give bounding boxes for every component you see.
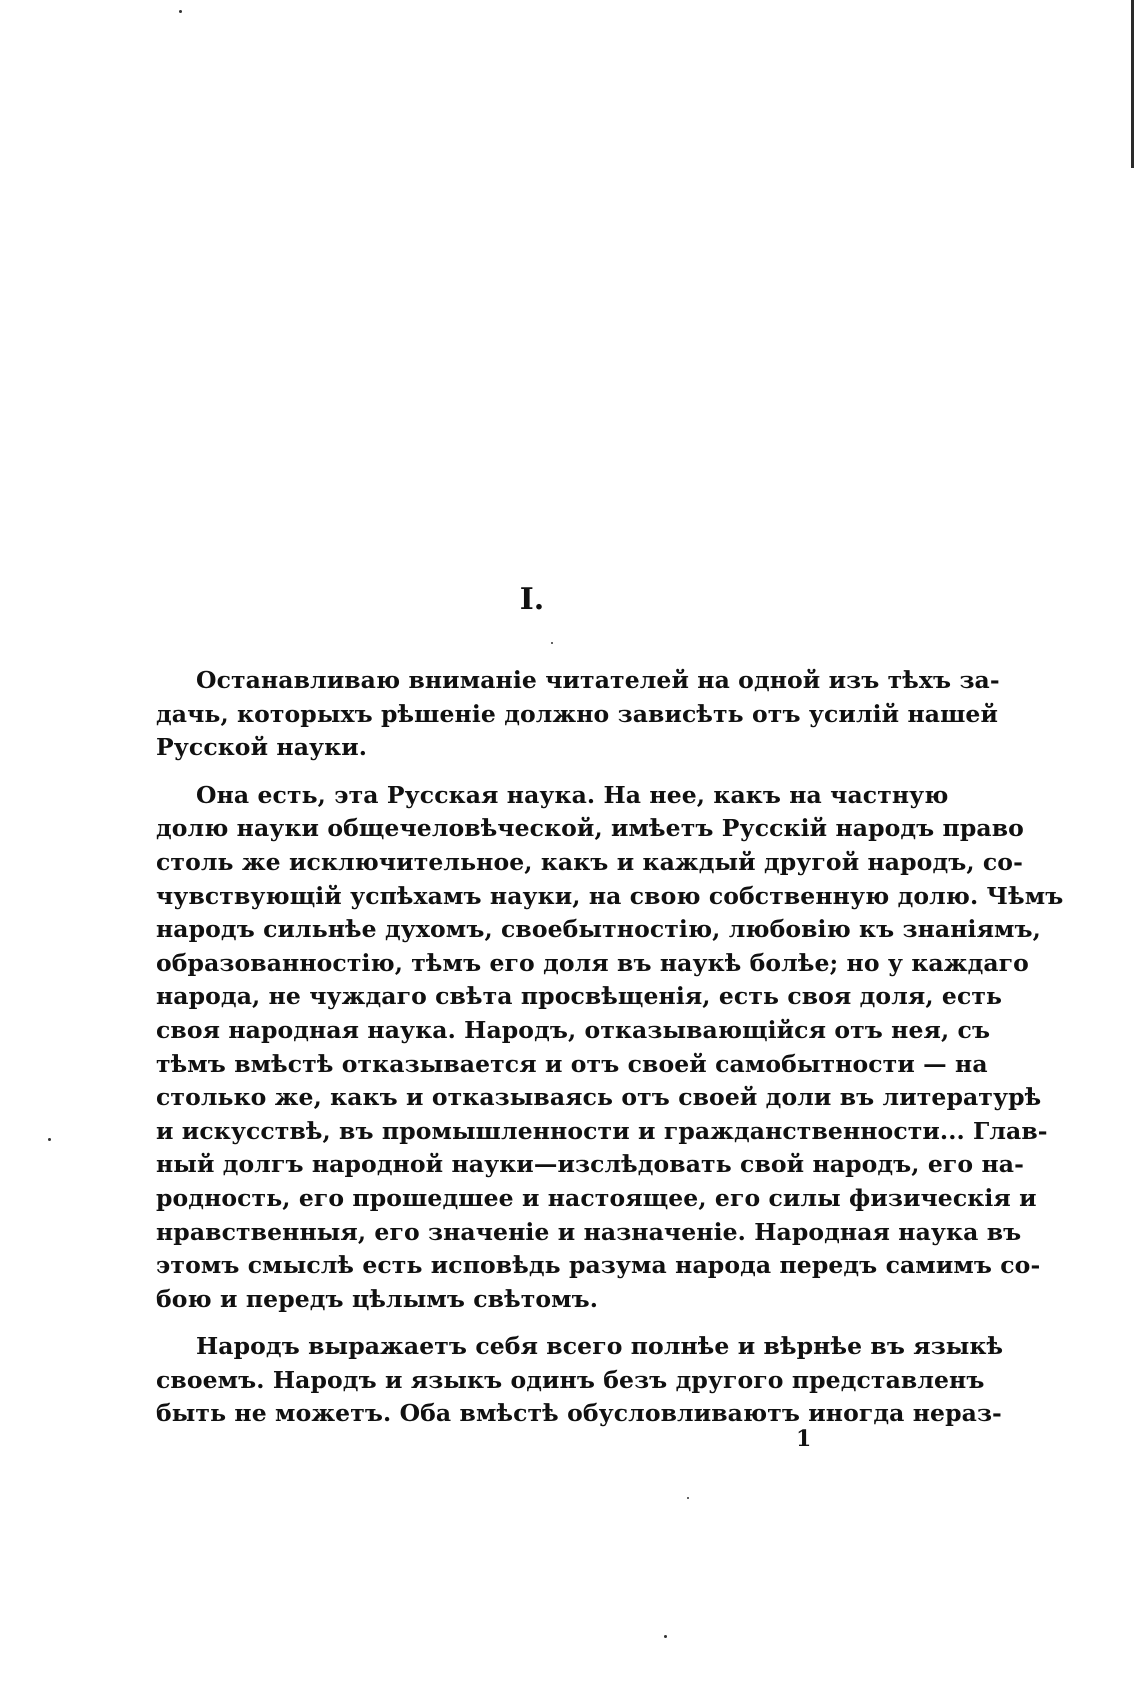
text-line: столь же исключительное, какъ и каждый другой народъ, со- <box>156 847 1023 876</box>
scan-speck <box>48 1138 51 1141</box>
chapter-heading: I. <box>519 582 545 617</box>
text-line: этомъ смыслѣ есть исповѣдь разума народа передъ самимъ со- <box>156 1251 1041 1280</box>
text-line: чувствующій успѣхамъ науки, на свою собственную долю. Чѣмъ <box>156 881 1064 910</box>
scan-page-edge <box>1131 0 1134 168</box>
page-number: 1 <box>796 1426 812 1452</box>
paragraph <box>156 1330 1004 1431</box>
text-line: Народъ выражаетъ себя всего полнѣе и вѣрнѣе въ языкѣ <box>196 1332 1004 1361</box>
text-line: родность, его прошедшее и настоящее, его силы физическія и <box>156 1183 1037 1212</box>
text-line: своя народная наука. Народъ, отказывающійся отъ нея, съ <box>156 1015 991 1044</box>
scan-speck <box>179 10 182 13</box>
paragraph <box>156 779 1064 1317</box>
text-line: Русской науки. <box>156 733 368 762</box>
text-line: народъ сильнѣе духомъ, своебытностію, любовію къ знаніямъ, <box>156 915 1041 944</box>
text-line: бою и передъ цѣлымъ свѣтомъ. <box>156 1284 599 1313</box>
text-line: образованностію, тѣмъ его доля въ наукѣ болѣе; но у каждаго <box>156 948 1029 977</box>
text-line: долю науки общечеловѣческой, имѣетъ Русскій народъ право <box>156 814 1024 843</box>
text-line: своемъ. Народъ и языкъ одинъ безъ другого представленъ <box>156 1365 985 1394</box>
page-body <box>156 580 1064 1445</box>
text-line: Останавливаю вниманіе читателей на одной изъ тѣхъ за- <box>196 666 1000 694</box>
text-line: дачь, которыхъ рѣшеніе должно зависѣть отъ усилій нашей <box>156 699 999 728</box>
text-line: ный долгъ народной науки—изслѣдовать свой народъ, его на- <box>156 1150 1024 1179</box>
text-line: тѣмъ вмѣстѣ отказывается и отъ своей самобытности — на <box>156 1049 988 1078</box>
paragraph <box>156 664 1000 765</box>
text-line: быть не можетъ. Оба вмѣстѣ обусловливаютъ иногда нераз- <box>156 1399 1002 1428</box>
scan-speck <box>664 1635 667 1638</box>
text-line: народа, не чуждаго свѣта просвѣщенія, есть своя доля, есть <box>156 982 1003 1011</box>
text-line: и искусствѣ, въ промышленности и гражданственности... Глав- <box>156 1116 1048 1145</box>
text-line: нравственныя, его значеніе и назначеніе. Народная наука въ <box>156 1217 1022 1246</box>
text-line: столько же, какъ и отказываясь отъ своей доли въ литературѣ <box>156 1083 1042 1112</box>
scan-speck <box>687 1497 689 1499</box>
text-line: Она есть, эта Русская наука. На нее, какъ на частную <box>196 780 949 809</box>
